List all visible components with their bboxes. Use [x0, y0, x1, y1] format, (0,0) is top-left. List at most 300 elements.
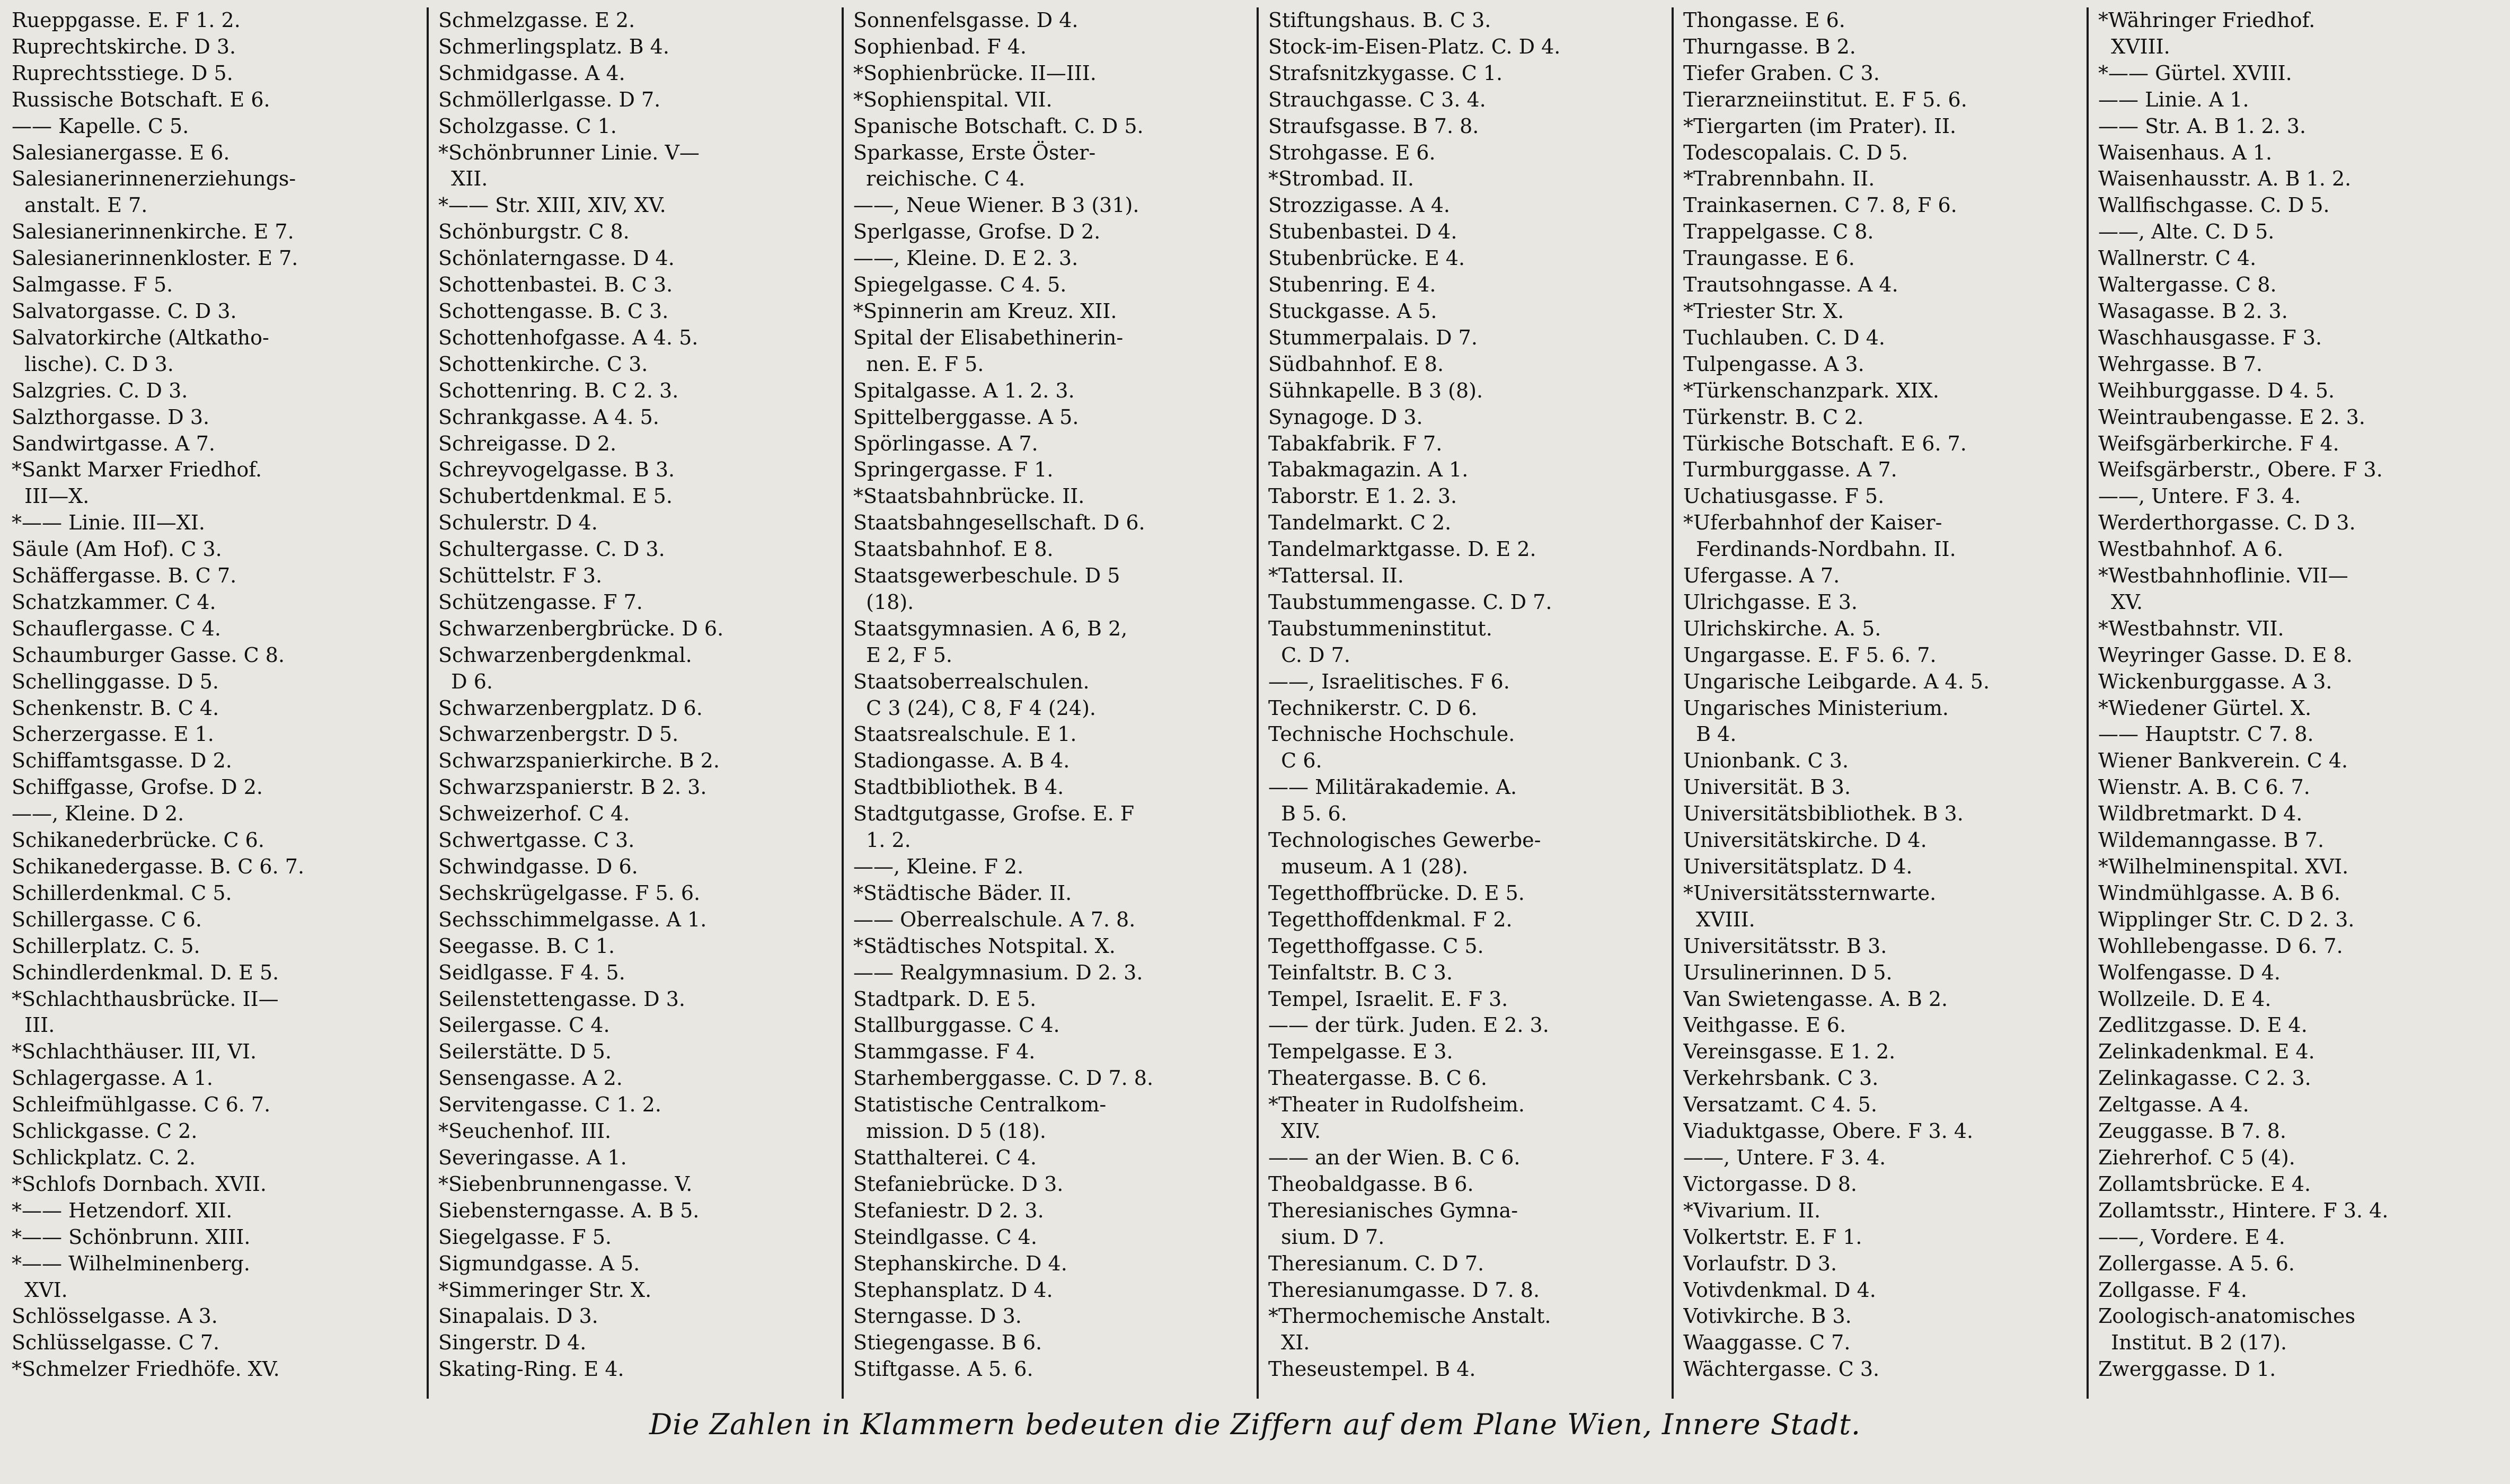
index-entry: Verkehrsbank. C 3. [1683, 1066, 1879, 1090]
index-entry: Zwerggasse. D 1. [2098, 1357, 2276, 1381]
index-entry: ——, Kleine. D 2. [12, 802, 184, 826]
index-entry: Technikerstr. C. D 6. [1268, 696, 1478, 720]
index-entry: *Türkenschanzpark. XIX. [1683, 378, 1939, 402]
index-entry: Skating-Ring. E 4. [438, 1357, 624, 1381]
index-entry: (18). [853, 590, 914, 614]
index-entry: Wohllebengasse. D 6. 7. [2098, 934, 2343, 958]
index-entry: —— Str. A. B 1. 2. 3. [2098, 114, 2306, 138]
index-entry: Singerstr. D 4. [438, 1331, 587, 1355]
index-entry: ——, Neue Wiener. B 3 (31). [853, 193, 1139, 217]
index-entry: Schwarzspanierkirche. B 2. [438, 749, 720, 773]
index-entry: 1. 2. [853, 828, 911, 852]
index-entry: Schillerdenkmal. C 5. [12, 881, 232, 905]
index-entry: Ruprechtsstiege. D 5. [12, 61, 233, 85]
index-entry: Salzgries. C. D 3. [12, 378, 188, 402]
index-entry: Salmgasse. F 5. [12, 273, 173, 297]
index-entry: Thongasse. E 6. [1683, 8, 1845, 32]
index-entry: reichische. C 4. [853, 167, 1026, 191]
index-entry: nen. E. F 5. [853, 352, 984, 376]
index-entry: Sperlgasse, Grofse. D 2. [853, 220, 1101, 244]
index-entry: Tegetthoffbrücke. D. E 5. [1268, 881, 1525, 905]
index-entry: Wienstr. A. B. C 6. 7. [2098, 775, 2310, 799]
index-entry: D 6. [438, 669, 493, 693]
index-entry: Spiegelgasse. C 4. 5. [853, 273, 1067, 297]
index-entry: XII. [438, 167, 488, 191]
index-entry: Russische Botschaft. E 6. [12, 87, 270, 111]
index-entry: Spital der Elisabethinerin- [853, 325, 1124, 349]
index-entry: *Währinger Friedhof. [2098, 8, 2315, 32]
index-entry: Scholzgasse. C 1. [438, 114, 617, 138]
index-entry: Tabakmagazin. A 1. [1268, 458, 1469, 482]
index-entry: Waaggasse. C 7. [1683, 1331, 1851, 1355]
index-entry: Todescopalais. C. D 5. [1683, 140, 1908, 164]
index-entry: Technologisches Gewerbe- [1268, 828, 1541, 852]
index-entry: *Vivarium. II. [1683, 1198, 1821, 1222]
index-entry: Schottenkirche. C 3. [438, 352, 648, 376]
index-entry: Waltergasse. C 8. [2098, 273, 2277, 297]
index-entry: Statthalterei. C 4. [853, 1145, 1037, 1169]
index-entry: Salesianerinnenkirche. E 7. [12, 220, 294, 244]
index-entry: Sinapalais. D 3. [438, 1304, 598, 1328]
index-entry: Theresianum. C. D 7. [1268, 1251, 1484, 1275]
index-entry: *—— Hetzendorf. XII. [12, 1198, 233, 1222]
index-entry: Spanische Botschaft. C. D 5. [853, 114, 1144, 138]
index-column [842, 7, 1257, 1399]
index-entry: Straufsgasse. B 7. 8. [1268, 114, 1479, 138]
index-entry: Salesianerinnenerziehungs- [12, 167, 296, 191]
index-entry: Weyringer Gasse. D. E 8. [2098, 643, 2353, 667]
index-entry: Waisenhausstr. A. B 1. 2. [2098, 167, 2352, 191]
index-entry: Schrankgasse. A 4. 5. [438, 405, 659, 429]
index-entry: Tabakfabrik. F 7. [1268, 431, 1443, 455]
index-entry: Schwertgasse. C 3. [438, 828, 635, 852]
index-entry: Trainkasernen. C 7. 8, F 6. [1683, 193, 1957, 217]
index-entry: Seidlgasse. F 4. 5. [438, 960, 625, 984]
index-entry: —— Oberrealschule. A 7. 8. [853, 907, 1136, 931]
index-entry: Taubstummengasse. C. D 7. [1268, 590, 1552, 614]
index-entry: ——, Israelitisches. F 6. [1268, 669, 1510, 693]
index-entry: Spittelberggasse. A 5. [853, 405, 1079, 429]
index-entry: Stiegengasse. B 6. [853, 1331, 1042, 1355]
index-entry: *Theater in Rudolfsheim. [1268, 1093, 1525, 1117]
index-entry: Sophienbad. F 4. [853, 34, 1027, 58]
index-entry: Schottenbastei. B. C 3. [438, 273, 673, 297]
index-entry: Versatzamt. C 4. 5. [1683, 1093, 1877, 1117]
index-entry: Schauflergasse. C 4. [12, 616, 221, 640]
index-entry: Schikanedergasse. B. C 6. 7. [12, 855, 305, 878]
footnote: Die Zahlen in Klammern bedeuten die Ziffern auf dem Plane Wien, Innere Stadt. [649, 1408, 1861, 1441]
index-entry: ——, Vordere. E 4. [2098, 1225, 2285, 1249]
index-entry: Tierarzneiinstitut. E. F 5. 6. [1683, 87, 1967, 111]
index-entry: Sparkasse, Erste Öster- [853, 140, 1096, 164]
index-entry: Veithgasse. E 6. [1683, 1013, 1846, 1037]
index-entry: Salvatorgasse. C. D 3. [12, 299, 237, 323]
index-entry: Schlösselgasse. A 3. [12, 1304, 218, 1328]
index-entry: Votivkirche. B 3. [1683, 1304, 1852, 1328]
index-entry: Schönburgstr. C 8. [438, 220, 630, 244]
index-entry: *Sophienspital. VII. [853, 87, 1053, 111]
index-entry: *Westbahnhoflinie. VII— [2098, 564, 2348, 588]
index-entry: *Wilhelminenspital. XVI. [2098, 855, 2349, 878]
index-entry: *Tattersal. II. [1268, 564, 1404, 588]
index-entry: XVI. [12, 1278, 68, 1302]
index-entry: lische). C. D 3. [12, 352, 174, 376]
index-entry: Weifsgärberstr., Obere. F 3. [2098, 458, 2383, 482]
index-entry: —— Realgymnasium. D 2. 3. [853, 960, 1143, 984]
index-entry: Trautsohngasse. A 4. [1683, 273, 1898, 297]
index-entry: Stadtpark. D. E 5. [853, 987, 1037, 1011]
index-entry: *Universitätssternwarte. [1683, 881, 1937, 905]
index-entry: Zollamtsbrücke. E 4. [2098, 1172, 2311, 1196]
index-entry: Strohgasse. E 6. [1268, 140, 1436, 164]
index-entry: C. D 7. [1268, 643, 1350, 667]
index-entry: Ulrichgasse. E 3. [1683, 590, 1858, 614]
index-entry: Victorgasse. D 8. [1683, 1172, 1857, 1196]
index-entry: Ungarisches Ministerium. [1683, 696, 1949, 720]
index-entry: Traungasse. E 6. [1683, 246, 1855, 270]
index-entry: ——, Kleine. F 2. [853, 855, 1024, 878]
index-entry: —— Militärakademie. A. [1268, 775, 1517, 799]
index-entry: Zelinkadenkmal. E 4. [2098, 1040, 2315, 1064]
index-entry: Vorlaufstr. D 3. [1683, 1251, 1837, 1275]
index-entry: Schäffergasse. B. C 7. [12, 564, 237, 588]
index-entry: Ziehrerhof. C 5 (4). [2098, 1145, 2295, 1169]
index-entry: B 5. 6. [1268, 802, 1347, 826]
index-entry: Universitätsbibliothek. B 3. [1683, 802, 1964, 826]
index-entry: Severingasse. A 1. [438, 1145, 627, 1169]
index-entry: Universität. B 3. [1683, 775, 1851, 799]
index-entry: Schottenhofgasse. A 4. 5. [438, 325, 699, 349]
index-entry: Stubenbrücke. E 4. [1268, 246, 1465, 270]
index-entry: Staatsoberrealschulen. [853, 669, 1090, 693]
index-entry: Wickenburggasse. A 3. [2098, 669, 2332, 693]
index-entry: Theseustempel. B 4. [1268, 1357, 1476, 1381]
index-entry: *Schönbrunner Linie. V— [438, 140, 700, 164]
index-entry: Starhemberggasse. C. D 7. 8. [853, 1066, 1154, 1090]
index-entry: Stefaniebrücke. D 3. [853, 1172, 1064, 1196]
index-entry: Stammgasse. F 4. [853, 1040, 1036, 1064]
index-entry: Taubstummeninstitut. [1268, 616, 1492, 640]
index-entry: Schatzkammer. C 4. [12, 590, 216, 614]
index-entry: Schmidgasse. A 4. [438, 61, 625, 85]
index-entry: Sensengasse. A 2. [438, 1066, 623, 1090]
index-entry: Salvatorkirche (Altkatho- [12, 325, 269, 349]
index-entry: Schlickgasse. C 2. [12, 1119, 198, 1143]
street-index-columns [12, 7, 2503, 1399]
index-entry: Sechsschimmelgasse. A 1. [438, 907, 707, 931]
index-entry: Taborstr. E 1. 2. 3. [1268, 484, 1457, 508]
index-entry: Stummerpalais. D 7. [1268, 325, 1478, 349]
index-entry: Schlüsselgasse. C 7. [12, 1331, 220, 1355]
index-entry: Schlickplatz. C. 2. [12, 1145, 196, 1169]
index-entry: C 6. [1268, 749, 1322, 773]
index-entry: *Schmelzer Friedhöfe. XV. [12, 1357, 280, 1381]
index-entry: *Uferbahnhof der Kaiser- [1683, 511, 1942, 535]
index-entry: Schwarzenbergplatz. D 6. [438, 696, 703, 720]
index-entry: XV. [2098, 590, 2143, 614]
index-entry: Schmelzgasse. E 2. [438, 8, 635, 32]
index-entry: Rueppgasse. E. F 1. 2. [12, 8, 241, 32]
index-entry: ——, Untere. F 3. 4. [1683, 1145, 1886, 1169]
index-entry: III. [12, 1013, 55, 1037]
index-entry: ——, Alte. C. D 5. [2098, 220, 2275, 244]
index-entry: Schiffamtsgasse. D 2. [12, 749, 232, 773]
index-entry: Schellinggasse. D 5. [12, 669, 219, 693]
index-entry: *—— Str. XIII, XIV, XV. [438, 193, 666, 217]
index-entry: Votivdenkmal. D 4. [1683, 1278, 1876, 1302]
index-entry: —— Linie. A 1. [2098, 87, 2249, 111]
index-entry: Wiener Bankverein. C 4. [2098, 749, 2348, 773]
index-entry: Salesianerinnenkloster. E 7. [12, 246, 298, 270]
index-entry: Ungargasse. E. F 5. 6. 7. [1683, 643, 1937, 667]
index-entry: Spörlingasse. A 7. [853, 431, 1038, 455]
index-entry: Staatsbahngesellschaft. D 6. [853, 511, 1145, 535]
index-entry: Tulpengasse. A 3. [1683, 352, 1864, 376]
index-column [427, 7, 842, 1399]
index-entry: Seilenstettengasse. D 3. [438, 987, 685, 1011]
index-entry: Wolfengasse. D 4. [2098, 960, 2281, 984]
index-entry: Zeuggasse. B 7. 8. [2098, 1119, 2286, 1143]
index-entry: *Siebenbrunnengasse. V. [438, 1172, 693, 1196]
index-entry: Schwarzenbergdenkmal. [438, 643, 692, 667]
index-entry: *Sophienbrücke. II—III. [853, 61, 1097, 85]
index-entry: *Strombad. II. [1268, 167, 1414, 191]
index-entry: Waisenhaus. A 1. [2098, 140, 2273, 164]
index-entry: Sandwirtgasse. A 7. [12, 431, 216, 455]
index-entry: Schreigasse. D 2. [438, 431, 617, 455]
index-entry: Salzthorgasse. D 3. [12, 405, 210, 429]
index-entry: Wollzeile. D. E 4. [2098, 987, 2272, 1011]
index-entry: Staatsbahnhof. E 8. [853, 537, 1054, 561]
index-entry: Siegelgasse. F 5. [438, 1225, 612, 1249]
index-entry: Van Swietengasse. A. B 2. [1683, 987, 1948, 1011]
index-entry: E 2, F 5. [853, 643, 953, 667]
index-entry: mission. D 5 (18). [853, 1119, 1046, 1143]
index-entry: Schützengasse. F 7. [438, 590, 643, 614]
index-entry: Weifsgärberkirche. F 4. [2098, 431, 2339, 455]
index-entry: Wallnerstr. C 4. [2098, 246, 2257, 270]
index-entry: Theresianumgasse. D 7. 8. [1268, 1278, 1540, 1302]
index-entry: Sühnkapelle. B 3 (8). [1268, 378, 1483, 402]
index-entry: Turmburggasse. A 7. [1683, 458, 1897, 482]
index-entry: Tiefer Graben. C 3. [1683, 61, 1880, 85]
index-entry: Schillerplatz. C. 5. [12, 934, 200, 958]
index-entry: Strafsnitzkygasse. C 1. [1268, 61, 1503, 85]
index-entry: Westbahnhof. A 6. [2098, 537, 2284, 561]
index-entry: Wasagasse. B 2. 3. [2098, 299, 2288, 323]
index-entry: —— Hauptstr. C 7. 8. [2098, 722, 2314, 746]
index-entry: Strozzigasse. A 4. [1268, 193, 1450, 217]
index-entry: Zeltgasse. A 4. [2098, 1093, 2249, 1117]
index-entry: Schönlaterngasse. D 4. [438, 246, 675, 270]
index-entry: Windmühlgasse. A. B 6. [2098, 881, 2340, 905]
index-entry: Stadtbibliothek. B 4. [853, 775, 1064, 799]
index-entry: Schulerstr. D 4. [438, 511, 598, 535]
index-entry: anstalt. E 7. [12, 193, 148, 217]
index-entry: Siebensterngasse. A. B 5. [438, 1198, 700, 1222]
index-entry: Zoologisch-anatomisches [2098, 1304, 2356, 1328]
index-entry: Seegasse. B. C 1. [438, 934, 615, 958]
index-entry: XVIII. [1683, 907, 1755, 931]
index-entry: Theatergasse. B. C 6. [1268, 1066, 1488, 1090]
index-entry: Theresianisches Gymna- [1268, 1198, 1518, 1222]
index-entry: Schubertdenkmal. E 5. [438, 484, 673, 508]
index-entry: Zollgasse. F 4. [2098, 1278, 2247, 1302]
index-entry: Viaduktgasse, Obere. F 3. 4. [1683, 1119, 1974, 1143]
index-entry: Universitätsstr. B 3. [1683, 934, 1887, 958]
index-entry: Schultergasse. C. D 3. [438, 537, 665, 561]
index-entry: Staatsgewerbeschule. D 5 [853, 564, 1120, 588]
index-entry: *Triester Str. X. [1683, 299, 1844, 323]
index-entry: Zollamtsstr., Hintere. F 3. 4. [2098, 1198, 2389, 1222]
index-entry: —— an der Wien. B. C 6. [1268, 1145, 1521, 1169]
index-entry: XIV. [1268, 1119, 1321, 1143]
index-entry: Universitätsplatz. D 4. [1683, 855, 1913, 878]
index-entry: Schwarzspanierstr. B 2. 3. [438, 775, 707, 799]
index-entry: *—— Linie. III—XI. [12, 511, 205, 535]
index-entry: Seilerstätte. D 5. [438, 1040, 612, 1064]
index-entry: Thurngasse. B 2. [1683, 34, 1856, 58]
index-entry: Schmerlingsplatz. B 4. [438, 34, 669, 58]
index-entry: Ruprechtskirche. D 3. [12, 34, 236, 58]
index-entry: *Thermochemische Anstalt. [1268, 1304, 1551, 1328]
index-entry: Stadtgutgasse, Grofse. E. F [853, 802, 1135, 826]
index-entry: Schindlerdenkmal. D. E 5. [12, 960, 279, 984]
index-entry: Tempelgasse. E 3. [1268, 1040, 1453, 1064]
index-entry: Schreyvogelgasse. B 3. [438, 458, 675, 482]
index-entry: Wipplinger Str. C. D 2. 3. [2098, 907, 2355, 931]
index-entry: C 3 (24), C 8, F 4 (24). [853, 696, 1097, 720]
index-entry: *Schlachthäuser. III, VI. [12, 1040, 257, 1064]
index-entry: Schwarzenbergbrücke. D 6. [438, 616, 724, 640]
index-entry: —— Kapelle. C 5. [12, 114, 189, 138]
index-entry: Schenkenstr. B. C 4. [12, 696, 219, 720]
index-entry: *Städtisches Notspital. X. [853, 934, 1116, 958]
index-entry: *Westbahnstr. VII. [2098, 616, 2284, 640]
index-entry: Stadiongasse. A. B 4. [853, 749, 1070, 773]
index-entry: Trappelgasse. C 8. [1683, 220, 1874, 244]
index-entry: Zelinkagasse. C 2. 3. [2098, 1066, 2311, 1090]
index-entry: Türkische Botschaft. E 6. 7. [1683, 431, 1967, 455]
index-entry: Tempel, Israelit. E. F 3. [1268, 987, 1508, 1011]
index-entry: *—— Wilhelminenberg. [12, 1251, 250, 1275]
index-entry: Spitalgasse. A 1. 2. 3. [853, 378, 1075, 402]
index-entry: Wehrgasse. B 7. [2098, 352, 2262, 376]
index-entry: Wildbretmarkt. D 4. [2098, 802, 2303, 826]
index-entry: Tegetthoffdenkmal. F 2. [1268, 907, 1513, 931]
index-entry: Seilergasse. C 4. [438, 1013, 610, 1037]
index-entry: Südbahnhof. E 8. [1268, 352, 1444, 376]
index-entry: —— der türk. Juden. E 2. 3. [1268, 1013, 1549, 1037]
index-entry: III—X. [12, 484, 90, 508]
index-entry: Ulrichskirche. A. 5. [1683, 616, 1881, 640]
index-entry: Salesianergasse. E 6. [12, 140, 230, 164]
index-entry: Schleifmühlgasse. C 6. 7. [12, 1093, 271, 1117]
index-entry: ——, Untere. F 3. 4. [2098, 484, 2301, 508]
index-entry: Technische Hochschule. [1268, 722, 1515, 746]
index-entry: Stuckgasse. A 5. [1268, 299, 1437, 323]
index-entry: museum. A 1 (28). [1268, 855, 1469, 878]
index-entry: Springergasse. F 1. [853, 458, 1054, 482]
index-entry: Weintraubengasse. E 2. 3. [2098, 405, 2365, 429]
index-entry: Stallburggasse. C 4. [853, 1013, 1060, 1037]
index-entry: Tuchlauben. C. D 4. [1683, 325, 1885, 349]
index-entry: B 4. [1683, 722, 1737, 746]
index-entry: *Schlofs Dornbach. XVII. [12, 1172, 267, 1196]
index-column [1257, 7, 1672, 1399]
index-entry: *Sankt Marxer Friedhof. [12, 458, 262, 482]
index-entry: Stubenbastei. D 4. [1268, 220, 1457, 244]
index-entry: Tandelmarktgasse. D. E 2. [1268, 537, 1536, 561]
index-entry: Steindlgasse. C 4. [853, 1225, 1037, 1249]
index-entry: Teinfaltstr. B. C 3. [1268, 960, 1453, 984]
index-column [1672, 7, 2087, 1399]
index-entry: Ufergasse. A 7. [1683, 564, 1840, 588]
index-entry: Tegetthoffgasse. C 5. [1268, 934, 1484, 958]
index-entry: Sterngasse. D 3. [853, 1304, 1022, 1328]
index-entry: Sonnenfelsgasse. D 4. [853, 8, 1079, 32]
index-entry: XI. [1268, 1331, 1310, 1355]
index-entry: Schlagergasse. A 1. [12, 1066, 213, 1090]
index-entry: Scherzergasse. E 1. [12, 722, 214, 746]
index-entry: Säule (Am Hof). C 3. [12, 537, 222, 561]
index-entry: Schaumburger Gasse. C 8. [12, 643, 285, 667]
index-entry: *—— Schönbrunn. XIII. [12, 1225, 251, 1249]
index-entry: Theobaldgasse. B 6. [1268, 1172, 1474, 1196]
index-entry: ——, Kleine. D. E 2. 3. [853, 246, 1079, 270]
index-entry: Stiftungshaus. B. C 3. [1268, 8, 1491, 32]
index-entry: Schwindgasse. D 6. [438, 855, 638, 878]
index-entry: *Wiedener Gürtel. X. [2098, 696, 2312, 720]
index-entry: sium. D 7. [1268, 1225, 1385, 1249]
index-column [12, 7, 427, 1399]
index-entry: Universitätskirche. D 4. [1683, 828, 1927, 852]
index-entry: Servitengasse. C 1. 2. [438, 1093, 661, 1117]
index-entry: Ungarische Leibgarde. A 4. 5. [1683, 669, 1990, 693]
index-entry: Zollergasse. A 5. 6. [2098, 1251, 2295, 1275]
index-entry: *Simmeringer Str. X. [438, 1278, 652, 1302]
index-entry: Schwarzenbergstr. D 5. [438, 722, 679, 746]
index-entry: Synagoge. D 3. [1268, 405, 1423, 429]
index-entry: Tandelmarkt. C 2. [1268, 511, 1452, 535]
index-entry: Sigmundgasse. A 5. [438, 1251, 640, 1275]
index-entry: Wildemanngasse. B 7. [2098, 828, 2325, 852]
index-entry: Schiffgasse, Grofse. D 2. [12, 775, 263, 799]
index-entry: Wallfischgasse. C. D 5. [2098, 193, 2330, 217]
index-entry: Uchatiusgasse. F 5. [1683, 484, 1885, 508]
index-entry: *Tiergarten (im Prater). II. [1683, 114, 1957, 138]
index-entry: Statistische Centralkom- [853, 1093, 1107, 1117]
index-entry: *Städtische Bäder. II. [853, 881, 1072, 905]
index-entry: Zedlitzgasse. D. E 4. [2098, 1013, 2308, 1037]
index-entry: Werderthorgasse. C. D 3. [2098, 511, 2356, 535]
index-entry: Stefaniestr. D 2. 3. [853, 1198, 1044, 1222]
index-entry: Schottenring. B. C 2. 3. [438, 378, 679, 402]
index-entry: Staatsgymnasien. A 6, B 2, [853, 616, 1128, 640]
index-entry: Ursulinerinnen. D 5. [1683, 960, 1893, 984]
index-entry: Staatsrealschule. E 1. [853, 722, 1077, 746]
index-entry: *Staatsbahnbrücke. II. [853, 484, 1085, 508]
index-entry: Stiftgasse. A 5. 6. [853, 1357, 1033, 1381]
index-entry: Schottengasse. B. C 3. [438, 299, 669, 323]
index-entry: Volkertstr. E. F 1. [1683, 1225, 1862, 1249]
index-entry: Sechskrügelgasse. F 5. 6. [438, 881, 701, 905]
index-column [2087, 7, 2502, 1399]
index-entry: Strauchgasse. C 3. 4. [1268, 87, 1486, 111]
index-entry: Weihburggasse. D 4. 5. [2098, 378, 2335, 402]
index-entry: Unionbank. C 3. [1683, 749, 1849, 773]
index-entry: Stubenring. E 4. [1268, 273, 1436, 297]
